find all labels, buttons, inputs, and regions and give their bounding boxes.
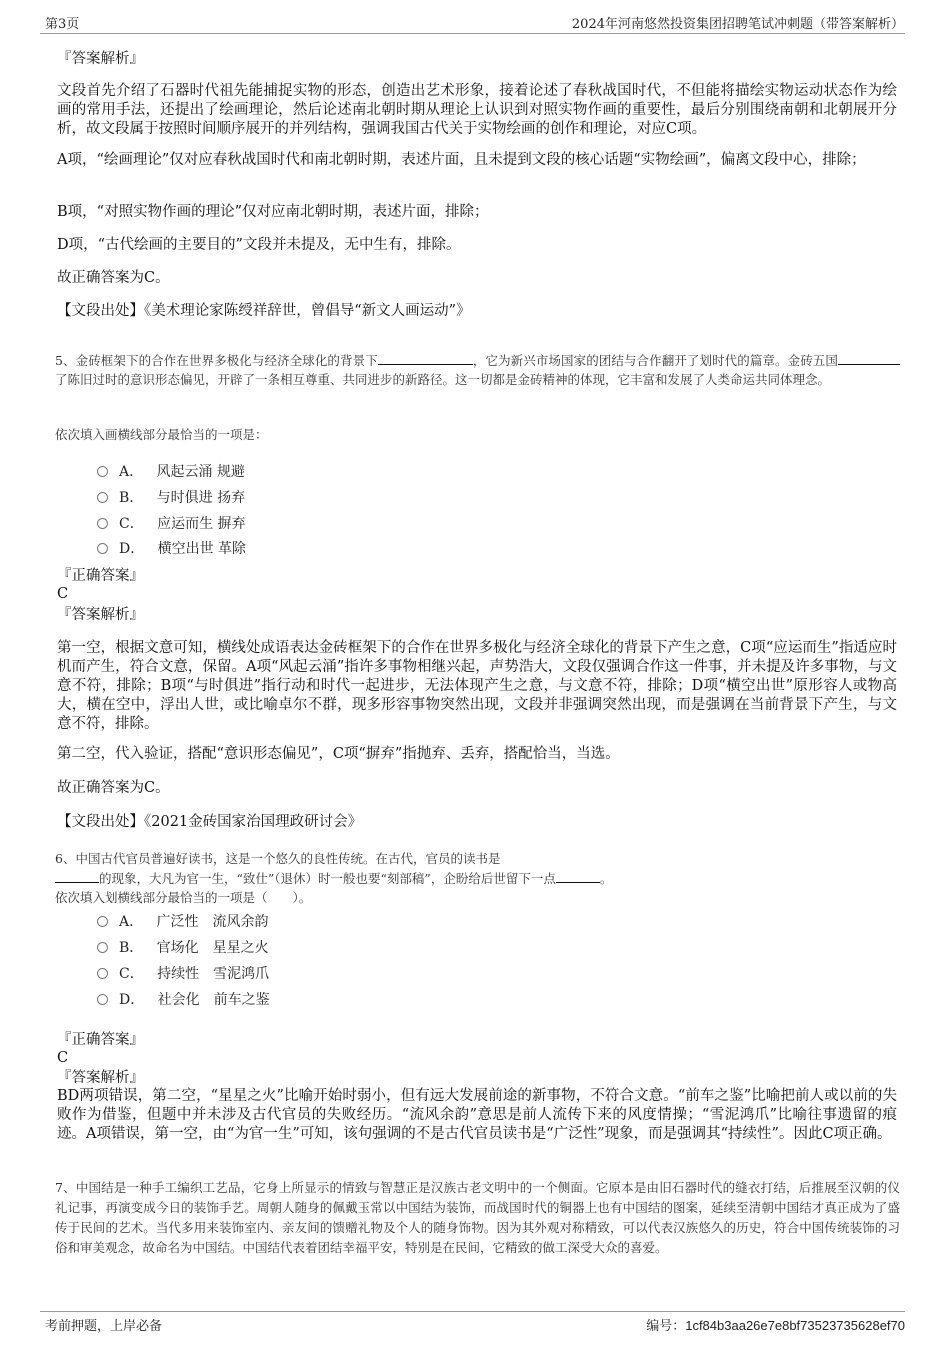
- q4-analysis-para: B项，“对照实物作画的理论”仅对应南北朝时期，表述片面，排除；: [57, 204, 489, 220]
- q5-option-a[interactable]: A． 风起云涌 规避: [97, 461, 245, 481]
- q6-prompt: 依次填入划横线部分最恰当的一项是（ ）。: [55, 890, 312, 905]
- q5-option-c[interactable]: C． 应运而生 摒弃: [97, 513, 246, 533]
- q5-source: 【文段出处】《2021金砖国家治国理政研讨会》: [57, 814, 363, 830]
- q6-option-c[interactable]: C． 持续性 雪泥鸿爪: [97, 963, 269, 983]
- radio-icon[interactable]: [97, 518, 108, 529]
- q5-prompt: 依次填入画横线部分最恰当的一项是：: [55, 427, 268, 442]
- q4-source: 【文段出处】《美术理论家陈绶祥辞世，曾倡导“新文人画运动”》: [57, 303, 471, 319]
- q6-stem: 6、中国古代官员普遍好读书，这是一个悠久的良性传统。在古代，官员的读书是: [55, 851, 501, 866]
- blank: [55, 870, 99, 883]
- radio-icon[interactable]: [97, 492, 108, 503]
- q6-option-a[interactable]: A． 广泛性 流风余韵: [97, 911, 268, 931]
- q6-answer-label: 『正确答案』: [57, 1032, 144, 1048]
- q5-analysis-para: 第一空，根据文意可知，横线处成语表达金砖框架下的合作在世界多极化与经济全球化的背景下产生之意，C项“应运而生”指适应时机而产生，符合文意，保留。A项“风起云涌”指许多事物相继兴起，声势浩大，文段仅强调合作这一件事，并未提及许多事物，与文意不符，排除；B项“与时俱进”指行动和时代一起进步，无法体现产生之意，与文意不符，排除；D项“横空出世”原形容人或物高大，横在空中，浮出人世，或比喻卓尔不群，现多形容事物突然出现，文段并非强调突然出现，而是强调在当前背景下产生，与文意不符，排除。: [57, 640, 897, 732]
- q5-conclusion: 故正确答案为C。: [57, 780, 170, 796]
- blank: [556, 870, 600, 883]
- page-number: 第3页: [45, 17, 80, 32]
- q4-analysis-para: A项，“绘画理论”仅对应春秋战国时代和南北朝时期，表述片面，且未提到文段的核心话题“实物绘画”，偏离文段中心，排除；: [57, 152, 866, 168]
- q5-analysis-label: 『答案解析』: [57, 607, 144, 623]
- footer-slogan: 考前押题，上岸必备: [45, 1319, 163, 1334]
- q5-answer-label: 『正确答案』: [57, 568, 144, 584]
- q6-answer: C: [57, 1050, 69, 1066]
- q5-analysis-para: 第二空，代入验证，搭配“意识形态偏见”，C项“摒弃”指抛弃、丢弃，搭配恰当，当选。: [57, 746, 620, 762]
- radio-icon[interactable]: [97, 916, 108, 927]
- q4-analysis-para: 文段首先介绍了石器时代祖先能捕捉实物的形态，创造出艺术形象，接着论述了春秋战国时代，不但能将描绘实物运动状态作为绘画的常用手法，还提出了绘画理论，然后论述南北朝时期从理论上认识到对照实物作画的重要性，最后分别围绕南朝和北朝展开分析，故文段属于按照时间顺序展开的并列结构，强调我国古代关于实物绘画的创作和理论，对应C项。: [57, 83, 897, 137]
- q5-option-b[interactable]: B． 与时俱进 扬弃: [97, 487, 245, 507]
- q6-option-b[interactable]: B． 官场化 星星之火: [97, 937, 269, 957]
- q4-conclusion: 故正确答案为C。: [57, 270, 170, 286]
- radio-icon[interactable]: [97, 942, 108, 953]
- q6-analysis: BD两项错误，第二空，“星星之火”比喻开始时弱小，但有远大发展前途的新事物，不符合文意。“前车之鉴”比喻把前人或以前的失败作为借鉴，但题中并未涉及古代官员的失败经历。“流风余韵”意思是前人流传下来的风度情操；“雪泥鸿爪”比喻往事遗留的痕迹。A项错误，第一空，由“为官一生”可知，该句强调的不是古代官员读书是“广泛性”现象，而是强调其“持续性”。因此C项正确。: [57, 1088, 897, 1142]
- q4-analysis-label: 『答案解析』: [57, 51, 144, 67]
- blank: [378, 352, 473, 365]
- radio-icon[interactable]: [97, 466, 108, 477]
- footer-divider: [40, 1311, 905, 1312]
- q5-answer: C: [57, 586, 69, 602]
- q6-analysis-label: 『答案解析』: [57, 1070, 144, 1086]
- q7-stem: 7、中国结是一种手工编织工艺品，它身上所显示的情致与智慧正是汉族古老文明中的一个侧面。它原本是由旧石器时代的缝衣打结，后推展至汉朝的仪礼记事，再演变成今日的装饰手艺。周朝人随身的佩戴玉常以中国结为装饰，而战国时代的铜器上也有中国结的图案，延续至清朝中国结才真正成为了盛传于民间的艺术。当代多用来装饰室内、亲友间的馈赠礼物及个人的随身饰物。因为其外观对称精致，可以代表汉族悠久的历史，符合中国传统装饰的习俗和审美观念，故命名为中国结。中国结代表着团结幸福平安，特别是在民间，它精致的做工深受大众的喜爱。: [55, 1180, 900, 1255]
- radio-icon[interactable]: [97, 543, 108, 554]
- document-title: 2024年河南悠然投资集团招聘笔试冲刺题（带答案解析）: [571, 17, 904, 32]
- q6-stem: 的现象，大凡为官一生，“致仕”（退休）时一般也要“刻部稿”，企盼给后世留下一点 。: [55, 869, 900, 888]
- document-code: 编号：1cf84b3aa26e7e8bf73523735628ef70: [646, 1318, 905, 1334]
- header-divider: [40, 33, 905, 34]
- q4-analysis-para: D项，“古代绘画的主要目的”文段并未提及，无中生有，排除。: [57, 237, 461, 253]
- radio-icon[interactable]: [97, 994, 108, 1005]
- q6-option-d[interactable]: D． 社会化 前车之鉴: [97, 989, 270, 1009]
- q5-option-d[interactable]: D． 横空出世 革除: [97, 538, 246, 558]
- radio-icon[interactable]: [97, 968, 108, 979]
- q5-stem: 5、金砖框架下的合作在世界多极化与经济全球化的背景下 ，它为新兴市场国家的团结与合作翻开了划时代的篇章。金砖五国了陈旧过时的意识形态偏见，开辟了一条相互尊重、共同进步的新路径。这一切都是金砖精神的体现，它丰富和发展了人类命运共同体理念。: [55, 351, 900, 389]
- blank: [838, 352, 900, 365]
